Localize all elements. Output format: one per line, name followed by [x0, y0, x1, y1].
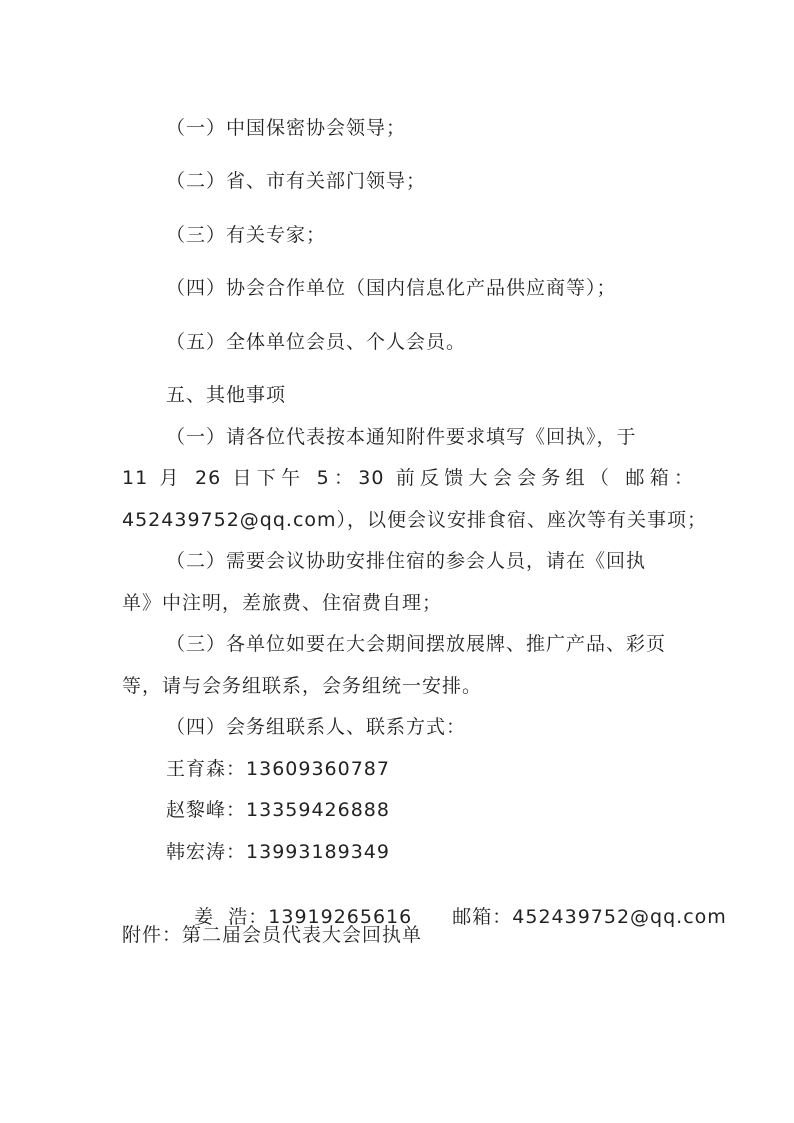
item2-line2: 单》中注明，差旅费、住宿费自理； [122, 592, 443, 614]
contact-name: 韩宏涛： [166, 841, 247, 863]
item4-heading: （四）会务组联系人、联系方式： [166, 716, 467, 738]
item2-line1: （二）需要会议协助安排住宿的参会人员，请在《回执 [166, 550, 647, 572]
attendee-item-2: （二）省、市有关部门领导； [166, 170, 427, 192]
contact-name: 王育森： [166, 758, 247, 780]
attendee-item-4: （四）协会合作单位（国内信息化产品供应商等）； [166, 277, 617, 299]
attendee-item-3: （三）有关专家； [166, 224, 327, 246]
contact-phone: 13919265616 [268, 906, 413, 928]
attendee-item-5: （五）全体单位会员、个人会员。 [166, 331, 467, 353]
contact-name: 赵黎峰： [166, 799, 247, 821]
item1-line2: 11 月 26 日下午 5：30 前反馈大会会务组（ 邮箱： [122, 467, 694, 489]
contact-phone: 13609360787 [246, 758, 390, 780]
item1-line1: （一）请各位代表按本通知附件要求填写《回执》，于 [166, 426, 637, 448]
item3-line2: 等，请与会务组联系，会务组统一安排。 [122, 675, 483, 697]
contact-row [166, 840, 390, 864]
section-heading: 五、其他事项 [166, 384, 287, 406]
contact-phone: 13993189349 [246, 841, 390, 863]
contact-row [166, 757, 390, 781]
attachment-note: 附件：第二届会员代表大会回执单 [122, 924, 423, 946]
email-label: 邮箱： [452, 906, 513, 928]
contact-row [166, 798, 390, 822]
email-address: 452439752@qq.com [512, 906, 727, 928]
item3-line1: （三）各单位如要在大会期间摆放展牌、推广产品、彩页 [166, 633, 667, 655]
contact-phone: 13359426888 [246, 799, 390, 821]
item1-line3: 452439752@qq.com），以便会议安排食宿、座次等有关事项； [122, 509, 708, 531]
attendee-item-1: （一）中国保密协会领导； [166, 117, 407, 139]
contact-name: 姜 浩： [194, 906, 269, 928]
